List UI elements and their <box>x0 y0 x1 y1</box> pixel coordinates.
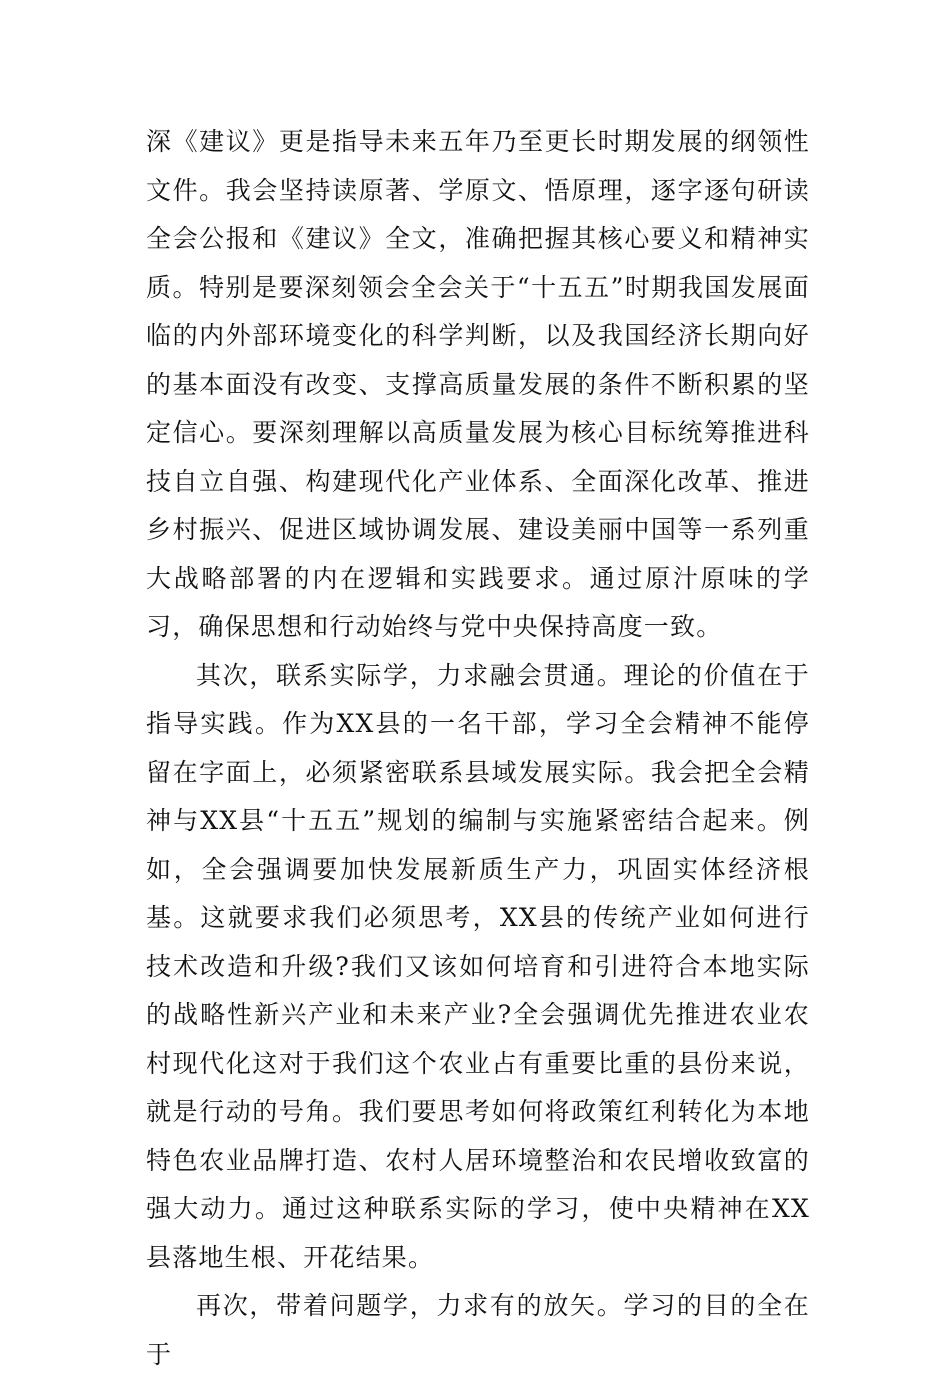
paragraph-3: 再次，带着问题学，力求有的放矢。学习的目的全在于 <box>146 1291 810 1369</box>
paragraph-2: 其次，联系实际学，力求融会贯通。理论的价值在于指导实践。作为XX县的一名干部，学习全会精神不能停留在字面上，必须紧密联系县域发展实际。我会把全会精神与XX县“十五五”规划的编制与实施紧密结合起来。例如，全会强调要加快发展新质生产力，巩固实体经济根基。这就要求我们必须思考，XX县的传统产业如何进行技术改造和升级?我们又该如何培育和引进符合本地实际的战略性新兴产业和未来产业?全会强调优先推进农业农村现代化这对于我们这个农业占有重要比重的县份来说，就是行动的号角。我们要思考如何将政策红利转化为本地特色农业品牌打造、农村人居环境整治和农民增收致富的强大动力。通过这种联系实际的学习，使中央精神在XX县落地生根、开花结果。 <box>146 660 810 1272</box>
body-text <box>146 118 810 1379</box>
paragraph-1: 深《建议》更是指导未来五年乃至更长时期发展的纲领性文件。我会坚持读原著、学原文、悟原理，逐字逐句研读全会公报和《建议》全文，准确把握其核心要义和精神实质。特别是要深刻领会全会关于“十五五”时期我国发展面临的内外部环境变化的科学判断，以及我国经济长期向好的基本面没有改变、支撑高质量发展的条件不断积累的坚定信心。要深刻理解以高质量发展为核心目标统筹推进科技自立自强、构建现代化产业体系、全面深化改革、推进乡村振兴、促进区域协调发展、建设美丽中国等一系列重大战略部署的内在逻辑和实践要求。通过原汁原味的学习，确保思想和行动始终与党中央保持高度一致。 <box>146 127 810 641</box>
